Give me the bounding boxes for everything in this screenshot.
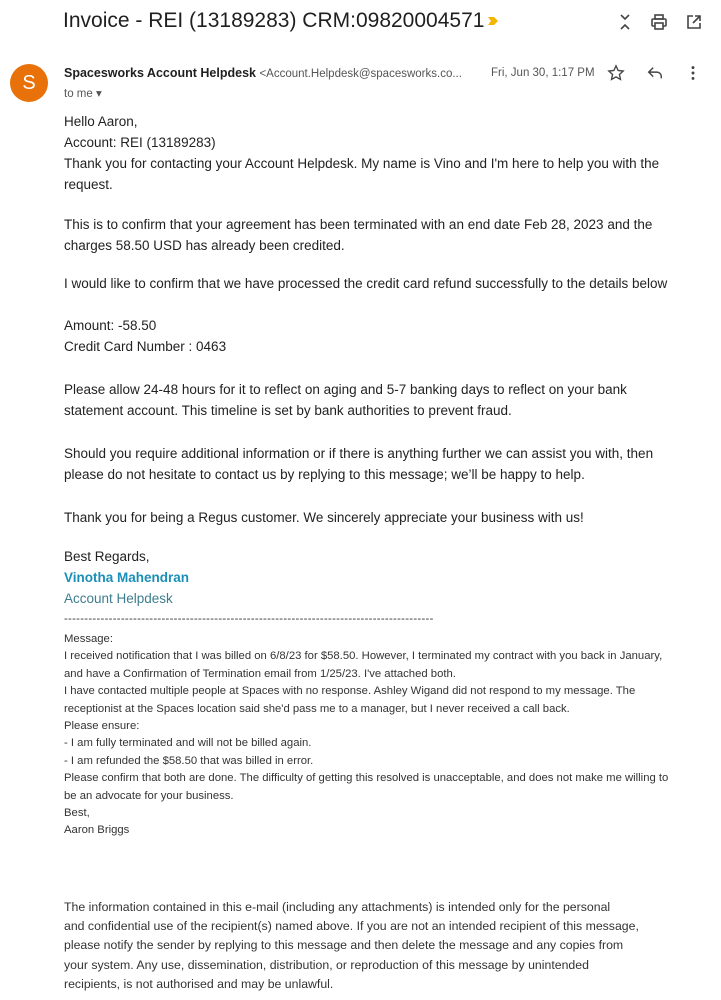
thanks-paragraph: [64, 507, 584, 528]
confirmation-paragraph: [64, 214, 652, 256]
text-line: and have a Confirmation of Termination email from 1/25/23. I've attached both.: [64, 667, 456, 680]
assistance-paragraph: [64, 443, 653, 485]
text-line: I received notification that I was billed on 6/8/23 for $58.50. However, I terminated my contract with you back in January,: [64, 650, 663, 663]
text-line: Best,: [64, 807, 90, 820]
disclaimer: [64, 898, 639, 994]
text-line: Should you require additional information or if there is anything further we can assist you with, then: [64, 446, 654, 461]
avatar: S: [10, 64, 48, 102]
star-icon[interactable]: [607, 64, 625, 82]
sender-info: [64, 66, 462, 80]
text-line: and confidential use of the recipient(s) named above. If you are not an intended recipient of this message,: [64, 919, 639, 934]
signature: [64, 546, 189, 609]
important-label-icon[interactable]: [487, 15, 499, 27]
card-number: Credit Card Number : 0463: [64, 339, 227, 354]
text-line: be an advocate for your business.: [64, 789, 234, 802]
more-options-icon[interactable]: [684, 64, 702, 82]
open-new-window-icon[interactable]: [684, 12, 704, 32]
divider: -------------------------------------------------------------------------------------------: [64, 613, 434, 625]
text-line: The information contained in this e-mail (including any attachments) is intended only for the personal: [64, 900, 611, 914]
chevron-down-icon: ▾: [95, 88, 102, 100]
recipient-label: to me: [64, 88, 93, 100]
text-line: please notify the sender by replying to this message and then delete the message and any copies from: [64, 938, 624, 953]
text-line: This is to confirm that your agreement has been terminated with an end date Feb 28, 2023 and the: [64, 217, 653, 232]
amount: Amount: -58.50: [64, 318, 157, 333]
text-line: Thank you for being a Regus customer. We sincerely appreciate your business with us!: [64, 510, 584, 525]
collapse-all-icon[interactable]: [615, 12, 635, 32]
timeline-paragraph: [64, 379, 627, 421]
print-icon[interactable]: [649, 12, 669, 32]
text-line: - I am fully terminated and will not be billed again.: [64, 737, 312, 750]
signature-name: Vinotha Mahendran: [64, 570, 190, 585]
sender-email: <Account.Helpdesk@spacesworks.co...: [259, 68, 462, 80]
text-line: your system. Any use, dissemination, distribution, or reproduction of this message by unintended: [64, 957, 589, 972]
text-line: I would like to confirm that we have processed the credit card refund successfully to the details below: [64, 276, 668, 291]
sender-name: Spacesworks Account Helpdesk: [64, 66, 256, 80]
email-subject: Invoice - REI (13189283) CRM:09820004571: [63, 9, 485, 32]
text-line: statement account. This timeline is set by bank authorities to prevent fraud.: [64, 403, 512, 418]
text-line: receptionist at the Spaces location said she'd pass me to a manager, but I never received a call back.: [64, 702, 570, 715]
text-line: I have contacted multiple people at Spaces with no response. Ashley Wigand did not respond to my message. The: [64, 685, 636, 698]
email-date: Fri, Jun 30, 1:17 PM: [491, 67, 595, 79]
reply-icon[interactable]: [646, 64, 664, 82]
text-line: - I am refunded the $58.50 that was billed in error.: [64, 754, 314, 767]
text-line: Hello Aaron,: [64, 114, 138, 129]
text-line: Please allow 24-48 hours for it to reflect on aging and 5-7 banking days to reflect on your bank: [64, 382, 627, 397]
text-line: Aaron Briggs: [64, 824, 130, 837]
quoted-message: [64, 631, 668, 840]
text-line: recipients, is not authorised and may be unlawful.: [64, 976, 334, 991]
text-line: Please confirm that both are done. The difficulty of getting this resolved is unacceptable, and does not make me willing to: [64, 772, 669, 785]
text-line: request.: [64, 177, 113, 192]
closing: Best Regards,: [64, 549, 150, 564]
text-line: charges 58.50 USD has already been credited.: [64, 238, 345, 253]
greeting-paragraph: [64, 111, 659, 195]
recipient-details-toggle[interactable]: [64, 86, 102, 100]
text-line: Account: REI (13189283): [64, 135, 216, 150]
text-line: Thank you for contacting your Account Helpdesk. My name is Vino and I'm here to help you with the: [64, 156, 660, 171]
text-line: Please ensure:: [64, 720, 140, 733]
text-line: please do not hesitate to contact us by replying to this message; we’ll be happy to help.: [64, 467, 585, 482]
refund-details: [64, 315, 226, 357]
signature-department: Account Helpdesk: [64, 591, 173, 606]
text-line: Message:: [64, 633, 113, 645]
refund-paragraph: [64, 273, 667, 294]
